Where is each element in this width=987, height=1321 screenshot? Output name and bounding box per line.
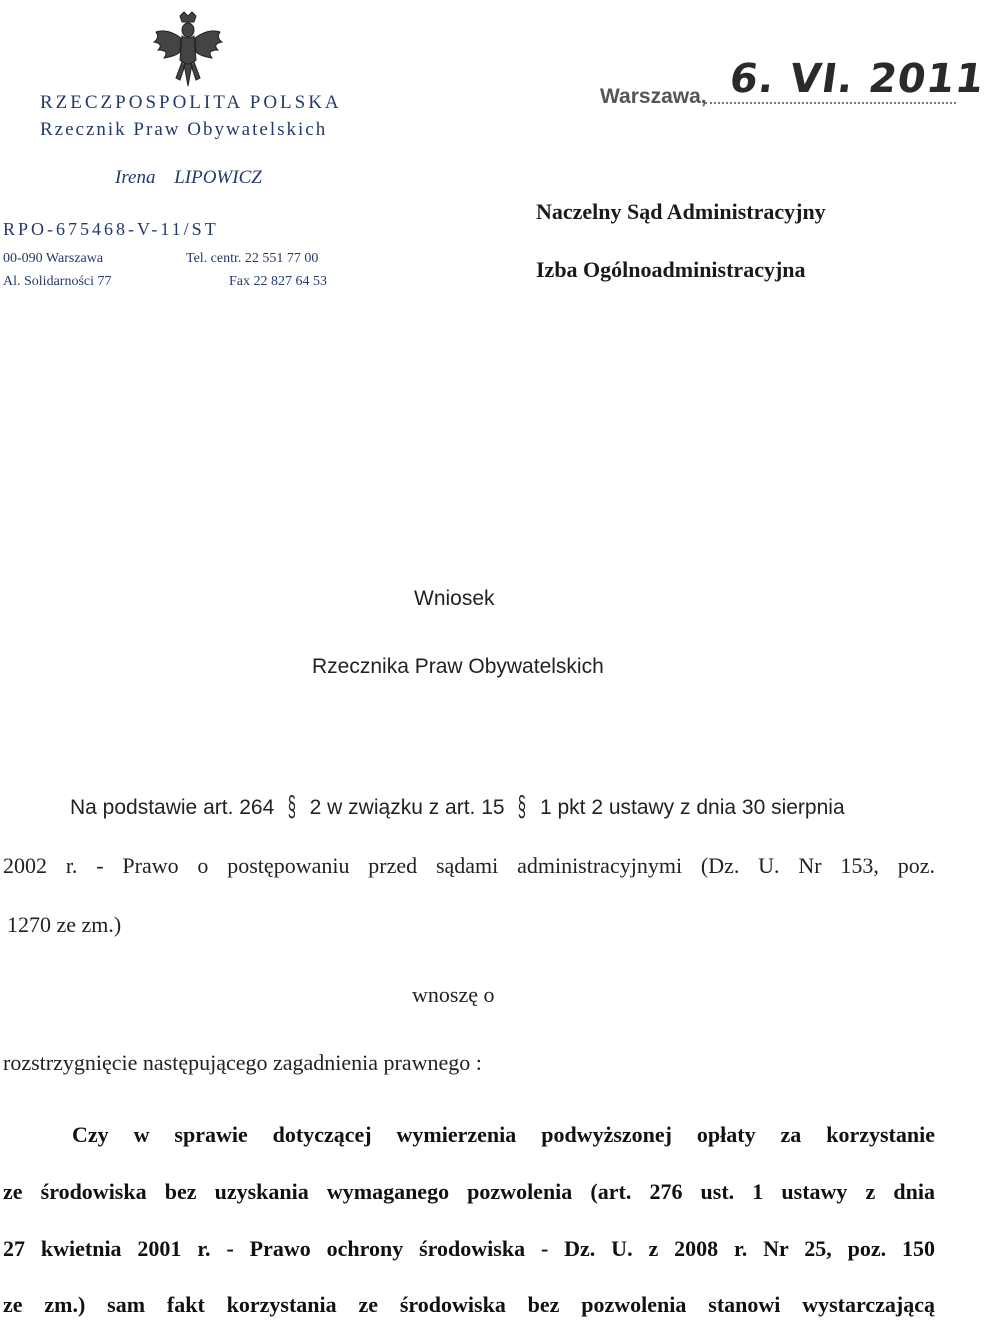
legal-basis-line-1	[70, 791, 845, 823]
address-line-1: 00-090 Warszawa	[3, 251, 104, 266]
handwritten-date: 6. VI. 2011	[726, 56, 987, 102]
legal-basis-intro: Na podstawie art. 264	[70, 796, 275, 819]
request-object: rozstrzygnięcie następującego zagadnienia prawnego :	[3, 1050, 482, 1075]
reference-number: RPO-675468-V-11/ST	[3, 219, 219, 239]
section-sign: §	[518, 791, 527, 823]
address-line-2: Al. Solidarności 77	[3, 274, 112, 289]
letterhead-country: RZECZPOSPOLITA POLSKA	[40, 92, 342, 113]
date-label: Warszawa,	[600, 85, 707, 108]
question-line-4: ze zm.) sam fakt korzystania ze środowiska bez pozwolenia stanowi wystarczającą	[3, 1292, 935, 1317]
legal-basis-line-2: 2002 r. - Prawo o postępowaniu przed sądami administracyjnymi (Dz. U. Nr 153, poz.	[3, 853, 935, 878]
document-title: Wniosek	[414, 587, 495, 610]
legal-basis-mid: 2 w związku z art. 15	[309, 796, 505, 819]
polish-eagle-emblem-icon	[150, 10, 226, 88]
letterhead-person: Irena LIPOWICZ	[115, 167, 262, 188]
section-sign: §	[287, 791, 297, 823]
date-dotted-line	[705, 102, 956, 104]
request-verb: wnoszę o	[412, 982, 495, 1007]
phone-number: Tel. centr. 22 551 77 00	[186, 251, 319, 266]
addressee-court: Naczelny Sąd Administracyjny	[536, 199, 826, 224]
addressee-chamber: Izba Ogólnoadministracyjna	[536, 257, 806, 282]
question-line-1: Czy w sprawie dotyczącej wymierzenia podwyższonej opłaty za korzystanie	[72, 1122, 935, 1147]
question-line-3: 27 kwietnia 2001 r. - Prawo ochrony środowiska - Dz. U. z 2008 r. Nr 25, poz. 150	[3, 1236, 935, 1261]
legal-basis-end: 1 pkt 2 ustawy z dnia 30 sierpnia	[539, 796, 845, 819]
document-subtitle: Rzecznika Praw Obywatelskich	[312, 655, 604, 678]
letterhead-institution: Rzecznik Praw Obywatelskich	[40, 119, 328, 140]
fax-number: Fax 22 827 64 53	[229, 274, 327, 289]
question-line-2: ze środowiska bez uzyskania wymaganego pozwolenia (art. 276 ust. 1 ustawy z dnia	[3, 1179, 935, 1204]
legal-basis-line-3: 1270 ze zm.)	[7, 912, 122, 937]
